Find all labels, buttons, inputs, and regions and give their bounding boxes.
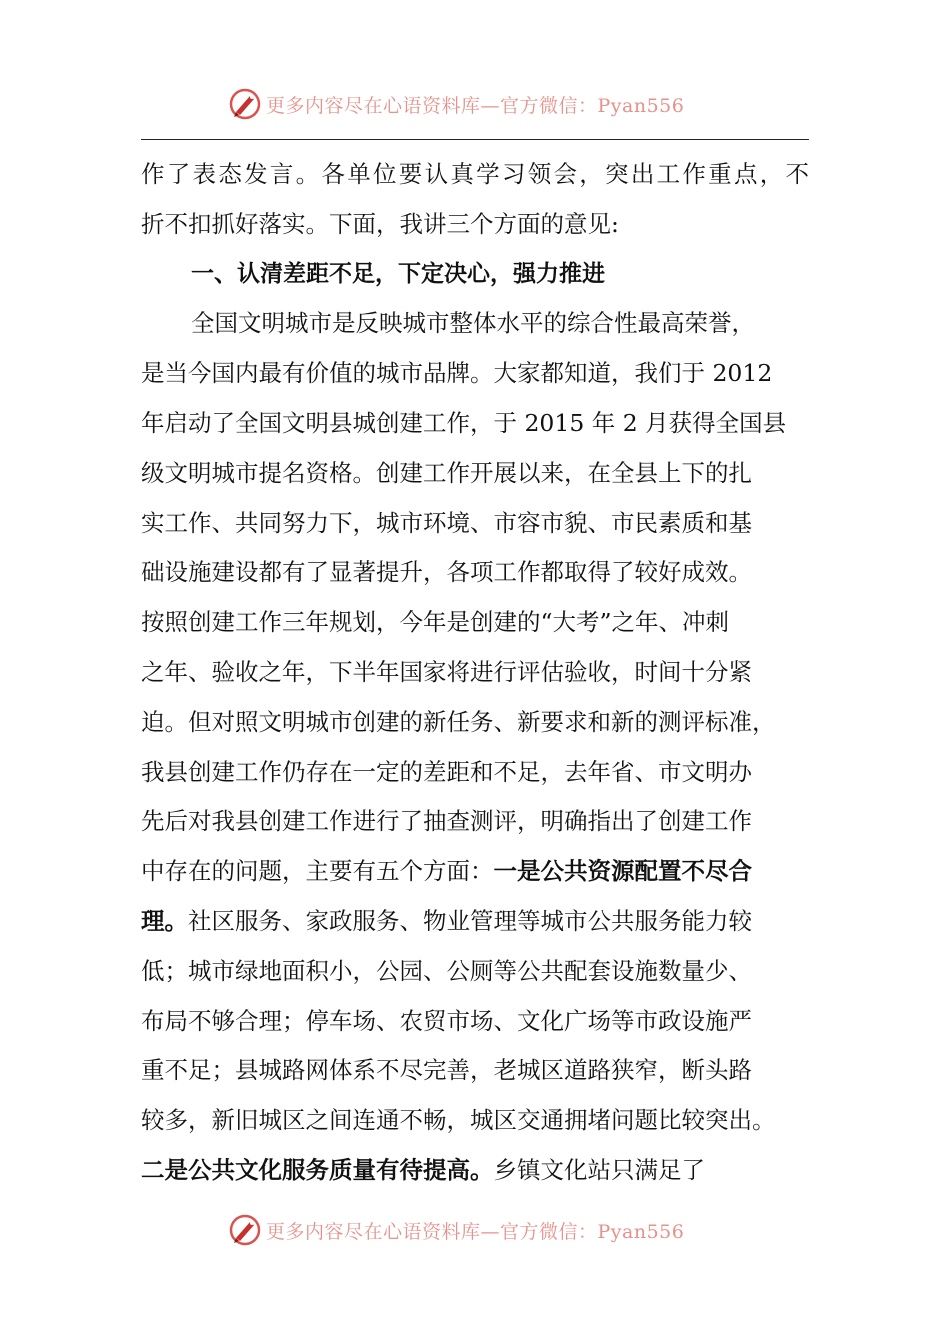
pen-logo-icon xyxy=(228,1213,262,1247)
text-run: 中存在的问题，主要有五个方面： xyxy=(141,857,494,886)
text-line: 折不扣抓好落实。下面，我讲三个方面的意见: xyxy=(141,209,619,238)
text-run: 乡镇文化站只满足了 xyxy=(493,1155,705,1184)
text-line: 低；城市绿地面积小，公园、公厕等公共配套设施数量少、 xyxy=(141,956,752,985)
text-line xyxy=(141,897,821,947)
bold-point-one: 一是公共资源配置不尽合 xyxy=(493,857,752,886)
text-line: 是当今国内最有价值的城市品牌。大家都知道，我们于 2012 xyxy=(141,359,773,388)
pen-logo-icon xyxy=(228,87,262,121)
text-line: 先后对我县创建工作进行了抽查测评，明确指出了创建工作 xyxy=(141,807,752,836)
text-line: 按照创建工作三年规划，今年是创建的“大考”之年、冲刺 xyxy=(141,608,730,637)
text-line: 迫。但对照文明城市创建的新任务、新要求和新的测评标准， xyxy=(141,707,776,736)
bold-point-one-end: 理。 xyxy=(141,906,188,935)
footer-watermark-text: 更多内容尽在心语资料库—官方微信：Pyan556 xyxy=(266,1220,685,1243)
text-line: 布局不够合理；停车场、农贸市场、文化广场等市政设施严 xyxy=(141,1006,752,1035)
text-line: 作了表态发言。各单位要认真学习领会，突出工作重点，不 xyxy=(141,160,809,188)
body-text xyxy=(141,150,821,1196)
text-line: 较多，新旧城区之间连通不畅，城区交通拥堵问题比较突出。 xyxy=(141,1106,776,1135)
footer-watermark-banner xyxy=(228,1210,748,1250)
text-line: 础设施建设都有了显著提升，各项工作都取得了较好成效。 xyxy=(141,558,752,587)
text-line: 实工作、共同努力下，城市环境、市容市貌、市民素质和基 xyxy=(141,508,752,537)
text-run: 社区服务、家政服务、物业管理等城市公共服务能力较 xyxy=(188,906,752,935)
text-line: 全国文明城市是反映城市整体水平的综合性最高荣誉， xyxy=(191,309,755,338)
text-line xyxy=(141,847,821,897)
text-line: 之年、验收之年，下半年国家将进行评估验收，时间十分紧 xyxy=(141,657,752,686)
text-line: 级文明城市提名资格。创建工作开展以来，在全县上下的扎 xyxy=(141,458,752,487)
header-watermark-banner xyxy=(228,84,748,124)
text-line: 我县创建工作仍存在一定的差距和不足，去年省、市文明办 xyxy=(141,757,752,786)
section-heading: 一、认清差距不足，下定决心，强力推进 xyxy=(191,260,605,287)
bold-point-two: 二是公共文化服务质量有待提高。 xyxy=(141,1155,494,1184)
text-line: 重不足；县城路网体系不尽完善，老城区道路狭窄，断头路 xyxy=(141,1056,752,1085)
header-watermark-text: 更多内容尽在心语资料库—官方微信：Pyan556 xyxy=(266,94,685,117)
header-divider xyxy=(141,139,809,140)
text-line xyxy=(141,1146,821,1196)
text-line: 年启动了全国文明县城创建工作，于 2015 年 2 月获得全国县 xyxy=(141,408,787,437)
